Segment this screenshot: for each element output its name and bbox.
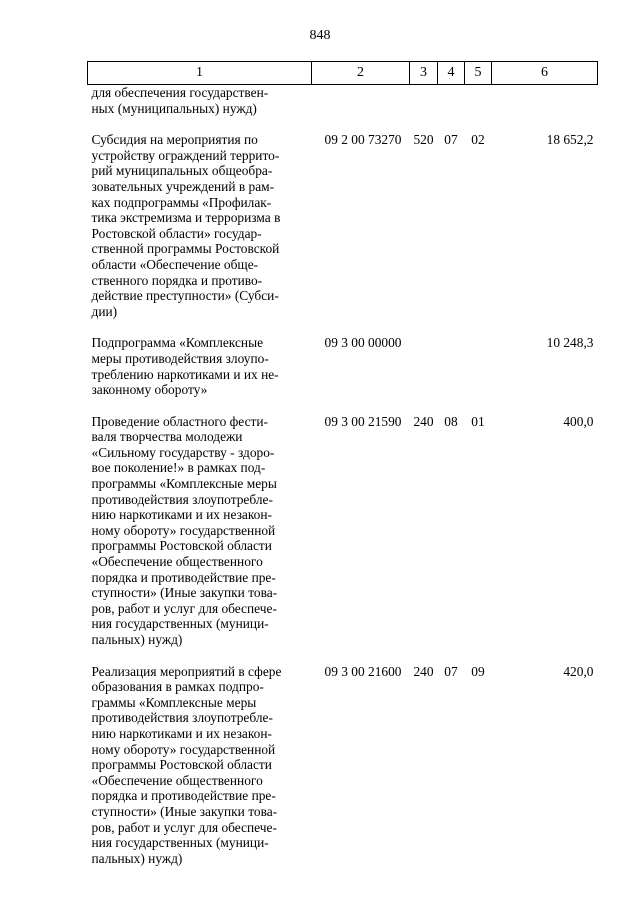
row-col3: 240: [413, 413, 434, 429]
row-col4: [438, 335, 465, 413]
table-header-row: [88, 62, 598, 85]
row-col5: 01: [471, 413, 485, 429]
column-header-2: 2: [312, 62, 410, 85]
row-code: 09 3 00 21600: [324, 663, 402, 679]
row-description: Реализация мероприятий в сфере образования в рамках подпро- граммы «Комплексные меры противодействия злоупотребле- нию наркотиками и их незакон- ному обороту» государственной программы Ростовской области «Обеспечение общественного порядка и противодействие пре- ступности» (Иные закупки това- ров, работ и услуг для обеспече- ния государственных (муници- пальных) нужд): [91, 663, 282, 866]
row-description: Проведение областного фести- валя творчества молодежи «Сильному государству - здоро- вое поколение!» в рамках под- программы «Комплексные меры противодействия злоупотребле- нию наркотиками и их незакон- ному обороту» государственной программы Ростовской области «Обеспечение общественного порядка и противодействие пре- ступности» (Иные закупки това- ров, работ и услуг для обеспече- ния государственных (муници- пальных) нужд): [91, 413, 278, 647]
column-header-4: 4: [438, 62, 465, 85]
row-amount: 420,0: [563, 663, 594, 679]
row-amount: 400,0: [563, 413, 594, 429]
row-description: Подпрограмма «Комплексные меры противодействия злоупо- треблению наркотиками и их не- законному обороту»: [91, 335, 279, 398]
table-row: [88, 132, 598, 335]
column-header-6: 6: [492, 62, 598, 85]
row-amount: 18 652,2: [546, 132, 594, 148]
row-col5: [465, 85, 492, 133]
column-header-5: 5: [465, 62, 492, 85]
row-col4: [438, 85, 465, 133]
row-description: Субсидия на мероприятия по устройству ограждений террито- рий муниципальных общеобра- зовательных учреждений в рам- ках подпрограммы «Профилак- тика экстремизма и терроризма в Ростовской области» государ- ственной программы Ростовской области «Обеспечение обще- ственного порядка и противо- действие преступности» (Субси- дии): [91, 132, 281, 319]
row-col4: 07: [444, 132, 458, 148]
column-header-1: 1: [88, 62, 312, 85]
row-col4: 08: [444, 413, 458, 429]
row-code: 09 3 00 21590: [324, 413, 402, 429]
column-header-3: 3: [410, 62, 438, 85]
table-row: [88, 335, 598, 413]
budget-table: [87, 61, 598, 882]
row-amount: 10 248,3: [546, 335, 594, 351]
row-col3: 240: [413, 663, 434, 679]
row-col3: [410, 335, 438, 413]
table-row: [88, 414, 598, 664]
row-code: 09 3 00 00000: [324, 335, 402, 351]
row-col5: [465, 335, 492, 413]
table-row: [88, 664, 598, 883]
page-number: 848: [309, 28, 331, 43]
row-description: для обеспечения государствен- ных (муниципальных) нужд): [91, 85, 269, 116]
row-col3: [410, 85, 438, 133]
row-amount: [492, 85, 598, 133]
row-col4: 07: [444, 663, 458, 679]
row-code: 09 2 00 73270: [324, 132, 402, 148]
row-code: [312, 85, 410, 133]
row-col5: 02: [471, 132, 485, 148]
table-row: [88, 85, 598, 133]
row-col3: 520: [413, 132, 434, 148]
row-col5: 09: [471, 663, 485, 679]
